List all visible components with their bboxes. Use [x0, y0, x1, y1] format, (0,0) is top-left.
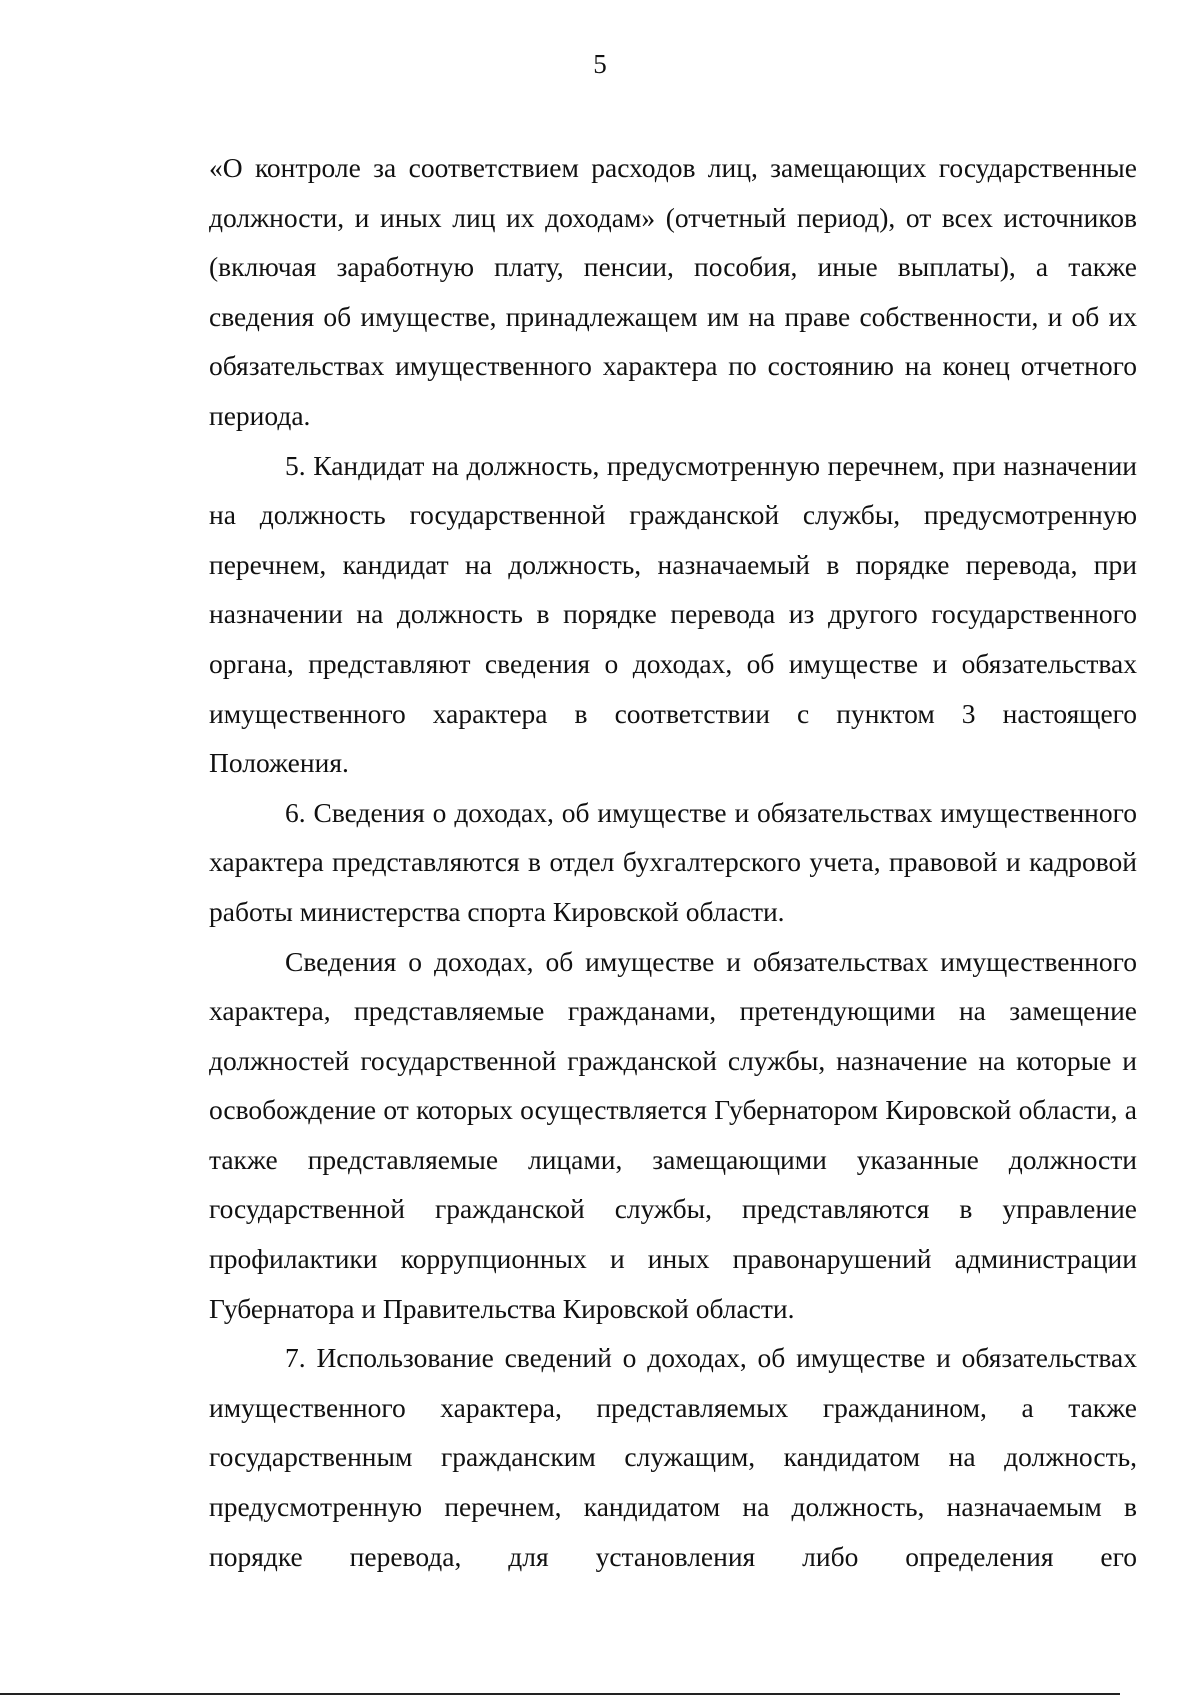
paragraph-item-5: 5. Кандидат на должность, предусмотренную перечнем, при назначении на должность государственной гражданской службы, предусмотренную перечнем, кандидат на должность, назначаемый в порядке перевода, при назначении на должность в порядке перевода из другого государственного органа, представляют сведения о доходах, об имуществе и обязательствах имущественного характера в соответствии с пунктом 3 настоящего Положения.	[209, 449, 1137, 779]
document-body	[209, 143, 1137, 1581]
scan-edge-line	[0, 1693, 1120, 1695]
paragraph-continuation: «О контроле за соответствием расходов лиц, замещающих государственные должности, и иных лиц их доходам» (отчетный период), от всех источников (включая заработную плату, пенсии, пособия, иные выплаты), а также сведения об имуществе, принадлежащем им на праве собственности, и об их обязательствах имущественного характера по состоянию на конец отчетного периода.	[209, 152, 1137, 431]
paragraph-item-7: 7. Использование сведений о доходах, об имуществе и обязательствах имущественного характера, представляемых гражданином, а также государственным гражданским служащим, кандидатом на должность, предусмотренную перечнем, кандидатом на должность, назначаемым в порядке перевода, для установления либо определения его	[209, 1342, 1137, 1572]
paragraph-item-6-continued: Сведения о доходах, об имуществе и обязательствах имущественного характера, представляемые гражданами, претендующими на замещение должностей государственной гражданской службы, назначение на которые и освобождение от которых осуществляется Губернатором Кировской области, а также представляемые лицами, замещающими указанные должности государственной гражданской службы, представляются в управление профилактики коррупционных и иных правонарушений администрации Губернатора и Правительства Кировской области.	[209, 945, 1137, 1324]
paragraph-item-6: 6. Сведения о доходах, об имуществе и обязательствах имущественного характера представляются в отдел бухгалтерского учета, правовой и кадровой работы министерства спорта Кировской области.	[209, 796, 1137, 927]
page-number: 5	[593, 49, 607, 79]
